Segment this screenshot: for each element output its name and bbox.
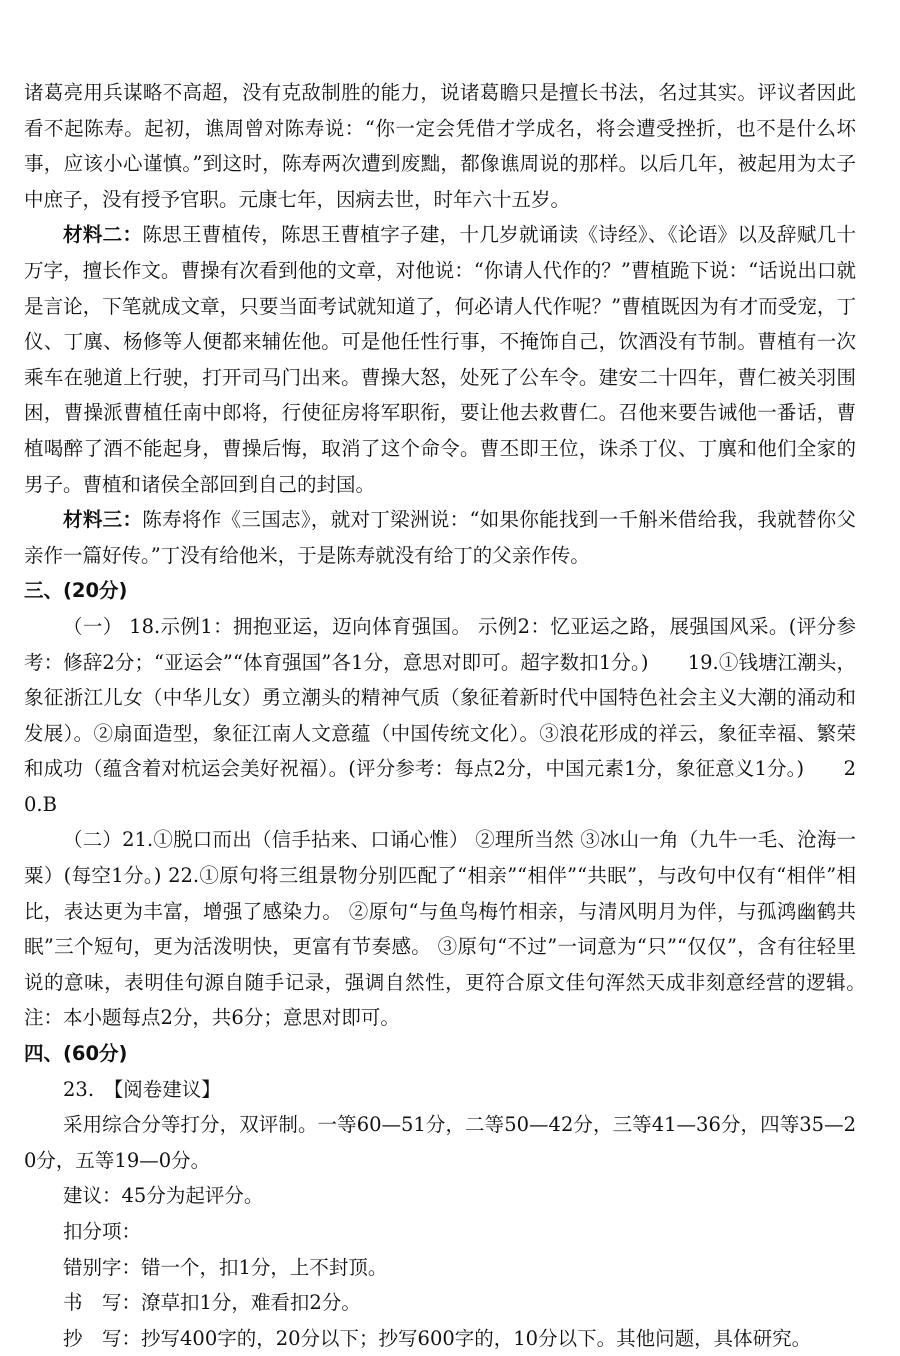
deduction-typo: 错别字：错一个，扣1分，上不封顶。 bbox=[63, 1255, 388, 1279]
deduction-heading: 扣分项： bbox=[63, 1220, 142, 1243]
starting-score-suggestion: 建议：45分为起评分。 bbox=[63, 1184, 264, 1208]
deduction-handwriting: 书 写：潦草扣1分，难看扣2分。 bbox=[63, 1291, 361, 1315]
section-four-heading: 四、(60分) bbox=[24, 1042, 128, 1066]
material-two-paragraph bbox=[24, 217, 856, 502]
section-three-part-one: （一） 18.示例1：拥抱亚运，迈向体育强国。 示例2：忆亚运之路，展强国风采。(评分参考：修辞2分；“亚运会”“体育强国”各1分，意思对即可。超字数扣1分。) 19.①钱塘江潮头，象征浙江儿女（中华儿女）勇立潮头的精神气质（象征着新时代中国特色社会主义大潮的涌动和发展）。②扇面造型，象征江南人文意蕴（中国传统文化）。③浪花形成的祥云，象征幸福、繁荣和成功（蕴含着对杭运会美好祝福）。(评分参考：每点2分，中国元素1分，象征意义1分。) 20.B bbox=[24, 614, 856, 816]
answer-document bbox=[24, 75, 876, 1356]
grading-scale: 采用综合分等打分，双评制。一等60—51分，二等50—42分，三等41—36分，四等35—20分，五等19—0分。 bbox=[24, 1113, 856, 1172]
material-three-label: 材料三： bbox=[63, 508, 143, 532]
material-two-text: 陈思王曹植传，陈思王曹植字子建，十几岁就诵读《诗经》、《论语》以及辞赋几十万字，擅长作文。曹操有次看到他的文章，对他说：“你请人代作的？”曹植跪下说：“话说出口就是言论，下笔就成文章，只要当面考试就知道了，何必请人代作呢？”曹植既因为有才而受宠，丁仪、丁廙、杨修等人便都来辅佐他。可是他任性行事，不掩饰自己，饮酒没有节制。曹植有一次乘车在驰道上行驶，打开司马门出来。曹操大怒，处死了公车令。建安二十四年，曹仁被关羽围困，曹操派曹植任南中郎将，行使征房将军职衔，要让他去救曹仁。召他来要告诫他一番话，曹植喝醉了酒不能起身，曹操后悔，取消了这个命令。曹丕即王位，诛杀丁仪、丁廙和他们全家的男子。曹植和诸侯全部回到自己的封国。 bbox=[24, 223, 856, 496]
material-three-paragraph bbox=[24, 502, 856, 573]
item-23-title: 23. 【阅卷建议】 bbox=[63, 1077, 221, 1101]
material-two-label: 材料二： bbox=[63, 223, 143, 247]
translation-paragraph-chen-shou: 诸葛亮用兵谋略不高超，没有克敌制胜的能力，说诸葛瞻只是擅长书法，名过其实。评议者因此看不起陈寿。起初，谯周曾对陈寿说：“你一定会凭借才学成名，将会遭受挫折，也不是什么坏事，应该小心谨慎。”到这时，陈寿两次遭到废黜，都像谯周说的那样。以后几年，被起用为太子中庶子，没有授予官职。元康七年，因病去世，时年六十五岁。 bbox=[24, 81, 856, 211]
section-three-heading: 三、(20分) bbox=[24, 579, 128, 603]
section-three-part-two: （二）21.①脱口而出（信手拈来、口诵心惟） ②理所当然 ③冰山一角（九牛一毛、沧海一粟）(每空1分。) 22.①原句将三组景物分别匹配了“相亲”“相伴”“共眠”，与改句中仅有“相伴”相比，表达更为丰富，增强了感染力。 ②原句“与鱼鸟梅竹相亲，与清风明月为伴，与孤鸿幽鹤共眠”三个短句，更为活泼明快，更富有节奏感。 ③原句“不过”一词意为“只”“仅仅”，含有往轻里说的意味，表明佳句源自随手记录，强调自然性，更符合原文佳句浑然天成非刻意经营的逻辑。 注：本小题每点2分，共6分；意思对即可。 bbox=[24, 828, 876, 1030]
deduction-copying: 抄 写：抄写400字的，20分以下；抄写600字的，10分以下。其他问题，具体研究。 bbox=[63, 1326, 812, 1350]
material-three-text: 陈寿将作《三国志》，就对丁梁洲说：“如果你能找到一千斛米借给我，我就替你父亲作一篇好传。”丁没有给他米，于是陈寿就没有给丁的父亲作传。 bbox=[24, 508, 856, 567]
